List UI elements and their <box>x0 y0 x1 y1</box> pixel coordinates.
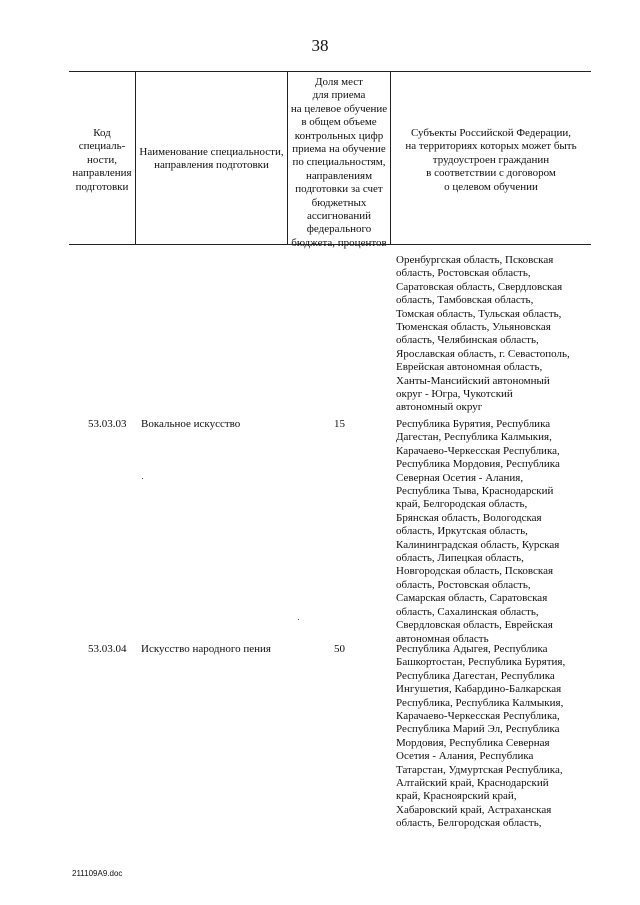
header-subjects: Субъекты Российской Федерации, на территориях которых может быть трудоустроен гражданин в соответствии с договором о целевом обучении <box>405 127 577 193</box>
table-top-rule <box>69 71 591 72</box>
header-share: Доля мест для приема на целевое обучение в общем объеме контрольных цифр приема на обучение по специальностям, направлениям подготовки за счет бюджетных ассигнований федерального бюджета, процентов <box>290 76 388 249</box>
row-subjects: Республика Бурятия, Республика Дагестан, Республика Калмыкия, Карачаево-Черкесская Республика, Республика Мордовия, Республика Северная Осетия - Алания, Республика Тыва, Краснодарский край, Белгородская область, Брянская область, Вологодская область, Иркутская область, Калининградская область, Курская область, Липецкая область, Новгородская область, Псковская область, Ростовская область, Самарская область, Саратовская область, Сахалинская область, Свердловская область, Еврейская автономная область <box>396 418 560 645</box>
continuation-subjects: Оренбургская область, Псковская область, Ростовская область, Саратовская область, Свердловская область, Тамбовская область, Томская область, Тульская область, Тюменская область, Ульяновская область, Челябинская область, Ярославская область, г. Севастополь, Еврейская автономная область, Ханты-Мансийский автономный округ - Югра, Чукотский автономный округ <box>396 254 570 414</box>
row-name: Искусство народного пения <box>141 643 271 655</box>
row-subjects: Республика Адыгея, Республика Башкортостан, Республика Бурятия, Республика Дагестан, Республика Ингушетия, Кабардино-Балкарская Республика, Республика Калмыкия, Карачаево-Черкесская Республика, Республика Марий Эл, Республика Мордовия, Республика Северная Осетия - Алания, Республика Татарстан, Удмуртская Республика, Алтайский край, Краснодарский край, Красноярский край, Хабаровский край, Астраханская область, Белгородская область, <box>396 643 566 830</box>
scan-speck <box>298 619 299 620</box>
scan-speck <box>142 478 143 479</box>
page-number: 38 <box>311 36 329 55</box>
footer-filename: 211109А9.doc <box>72 869 123 878</box>
row-code: 53.03.04 <box>88 643 127 655</box>
row-name: Вокальное искусство <box>141 418 241 430</box>
header-name: Наименование специальности, направления подготовки <box>139 146 284 172</box>
row-share: 15 <box>334 418 345 430</box>
header-code: Код специаль- ности, направления подготовки <box>72 127 132 193</box>
row-share: 50 <box>334 643 345 655</box>
row-code: 53.03.03 <box>88 418 127 430</box>
